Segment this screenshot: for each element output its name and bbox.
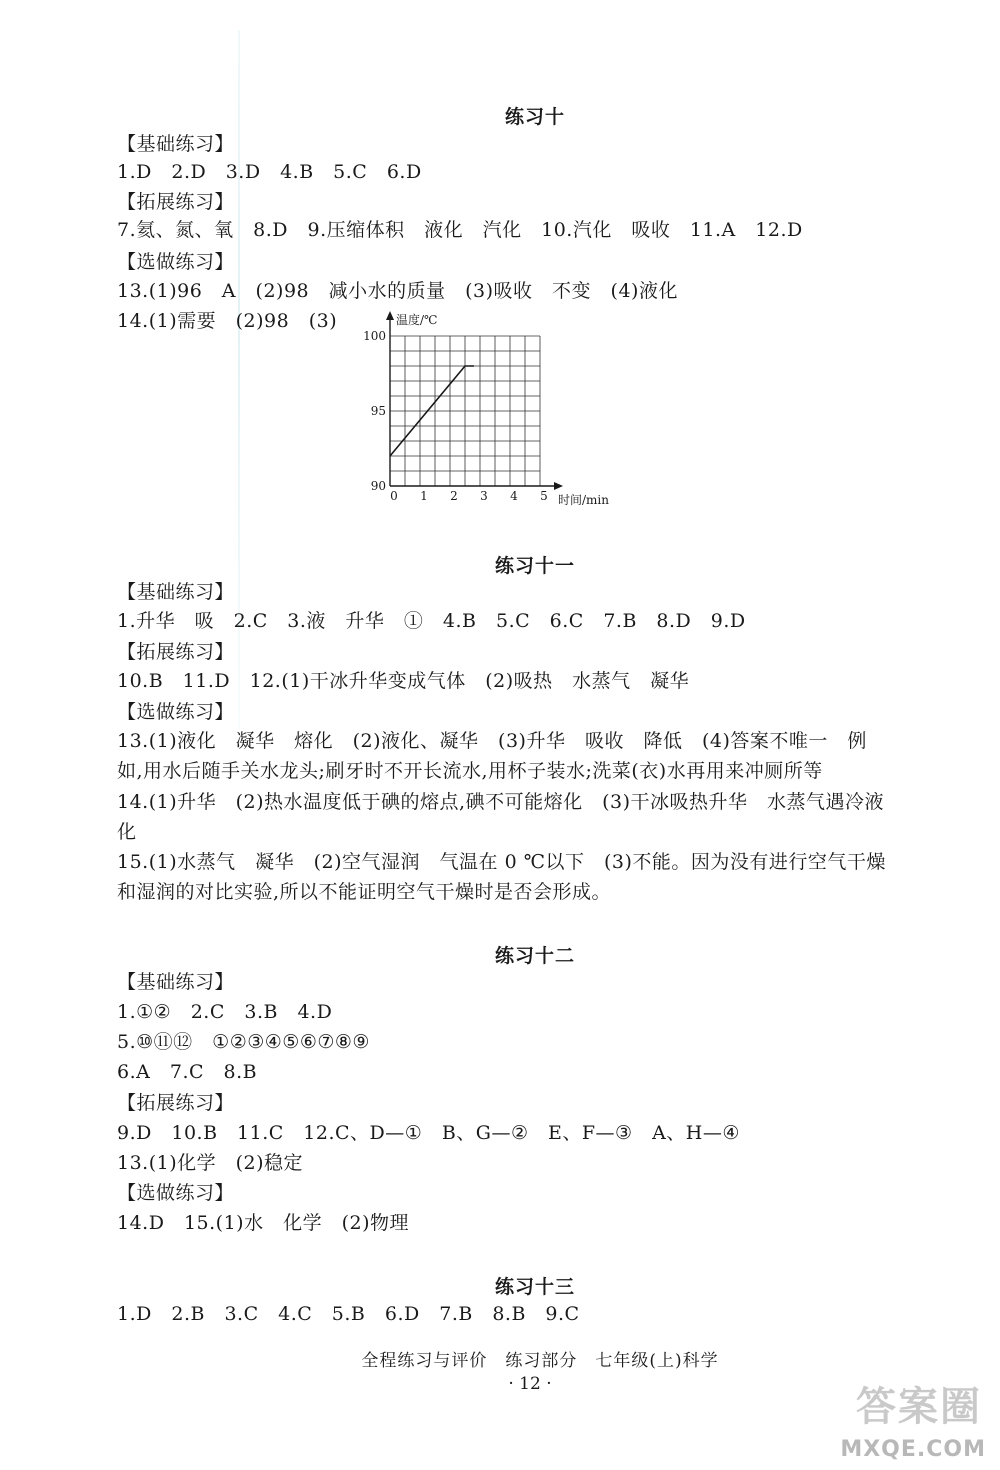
chart-axes (386, 311, 563, 490)
answer-line: 和湿润的对比实验,所以不能证明空气干燥时是否会形成。 (117, 881, 612, 903)
section-title-12: 练习十二 (494, 945, 575, 967)
y-tick-label: 95 (370, 404, 386, 418)
chart-grid (390, 336, 540, 486)
heading-extend: 【拓展练习】 (117, 1092, 235, 1114)
answer-line: 14.(1)需要 (2)98 (3) (117, 310, 338, 332)
answer-line: 化 (117, 821, 137, 843)
page-number: · 12 · (508, 1374, 552, 1394)
y-axis-label: 温度/℃ (396, 313, 438, 327)
heading-extend: 【拓展练习】 (117, 641, 235, 663)
y-tick-label: 90 (370, 479, 386, 493)
answer-line: 9.D 10.B 11.C 12.C、D—① B、G—② E、F—③ A、H—④ (117, 1122, 740, 1144)
answer-line: 14.D 15.(1)水 化学 (2)物理 (117, 1212, 409, 1234)
heading-extend: 【拓展练习】 (117, 191, 235, 213)
temperature-time-chart (360, 308, 630, 518)
section-title-10: 练习十 (504, 106, 565, 128)
x-axis-label: 时间/min (558, 493, 609, 507)
answer-line: 13.(1)96 A (2)98 减小水的质量 (3)吸收 不变 (4)液化 (117, 280, 678, 302)
answer-line: 1.D 2.D 3.D 4.B 5.C 6.D (117, 161, 422, 183)
answer-line: 5.⑩⑪⑫ ①②③④⑤⑥⑦⑧⑨ (117, 1031, 370, 1053)
y-tick-label: 100 (363, 329, 386, 343)
chart-tick-labels (363, 329, 548, 503)
section-title-13: 练习十三 (494, 1276, 575, 1298)
answer-line: 15.(1)水蒸气 凝华 (2)空气湿润 气温在 0 ℃以下 (3)不能。因为没有进行空气干燥 (117, 851, 886, 873)
answer-line: 如,用水后随手关水龙头;刷牙时不开长流水,用杯子装水;洗菜(衣)水再用来冲厕所等 (117, 760, 823, 782)
x-tick-label: 4 (510, 489, 518, 503)
heading-optional: 【选做练习】 (117, 1182, 235, 1204)
x-tick-label: 2 (450, 489, 458, 503)
x-tick-label: 5 (540, 489, 548, 503)
x-tick-label: 3 (480, 489, 488, 503)
watermark-logo: 答案圈 (856, 1384, 982, 1430)
answer-line: 6.A 7.C 8.B (117, 1061, 258, 1083)
section-title-11: 练习十一 (494, 555, 575, 577)
answer-line: 7.氦、氮、氧 8.D 9.压缩体积 液化 汽化 10.汽化 吸收 11.A 12.D (117, 219, 803, 241)
answer-line: 1.升华 吸 2.C 3.液 升华 ① 4.B 5.C 6.C 7.B 8.D 9.D (117, 610, 746, 632)
x-tick-label: 0 (390, 489, 398, 503)
heading-optional: 【选做练习】 (117, 701, 235, 723)
footer-text: 全程练习与评价 练习部分 七年级(上)科学 (361, 1351, 719, 1371)
x-axis-arrow (554, 482, 563, 490)
answer-line: 10.B 11.D 12.(1)干冰升华变成气体 (2)吸热 水蒸气 凝华 (117, 670, 690, 692)
heading-basic: 【基础练习】 (117, 133, 235, 155)
y-axis-arrow (386, 311, 394, 320)
answer-line: 13.(1)液化 凝华 熔化 (2)液化、凝华 (3)升华 吸收 降低 (4)答案不唯一 例 (117, 730, 867, 752)
x-tick-label: 1 (420, 489, 428, 503)
answer-line: 14.(1)升华 (2)热水温度低于碘的熔点,碘不可能熔化 (3)干冰吸热升华 水蒸气遇冷液 (117, 791, 884, 813)
heading-optional: 【选做练习】 (117, 251, 235, 273)
heading-basic: 【基础练习】 (117, 971, 235, 993)
answer-line: 13.(1)化学 (2)稳定 (117, 1152, 304, 1174)
answer-line: 1.①② 2.C 3.B 4.D (117, 1001, 333, 1023)
heading-basic: 【基础练习】 (117, 581, 235, 603)
answer-line: 1.D 2.B 3.C 4.C 5.B 6.D 7.B 8.B 9.C (117, 1303, 580, 1325)
watermark-url: MXQE.COM (840, 1437, 986, 1462)
